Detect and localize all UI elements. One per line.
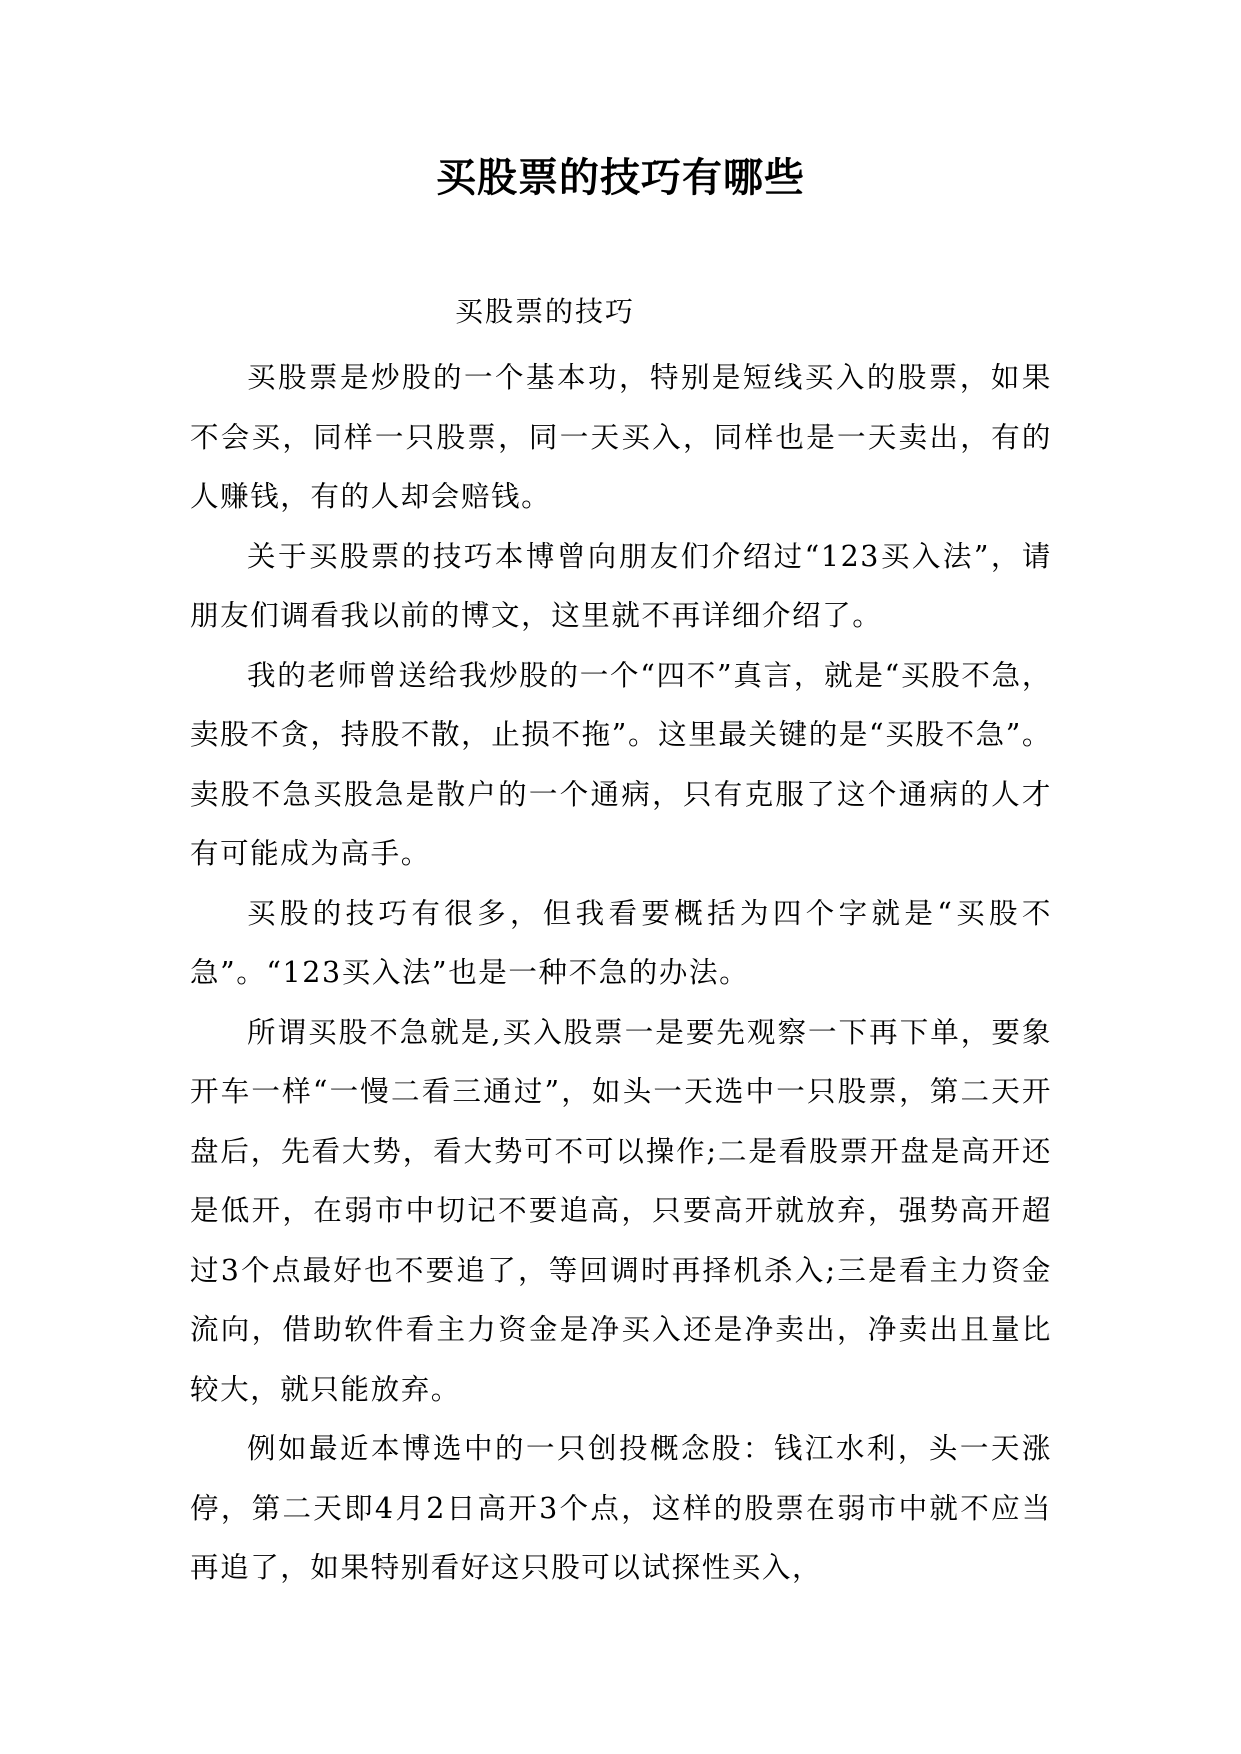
document-title: 买股票的技巧有哪些: [436, 155, 805, 201]
paragraph: 买股票是炒股的一个基本功，特别是短线买入的股票，如果不会买，同样一只股票，同一天买入，同样也是一天卖出，有的人赚钱，有的人却会赔钱。: [190, 361, 1052, 513]
paragraph: 买股的技巧有很多，但我看要概括为四个字就是“买股不急”。“123买入法”也是一种不急的办法。: [190, 896, 1052, 989]
paragraph: 我的老师曾送给我炒股的一个“四不”真言，就是“买股不急，卖股不贪，持股不散，止损不拖”。这里最关键的是“买股不急”。卖股不急买股急是散户的一个通病，只有克服了这个通病的人才有可能成为高手。: [190, 658, 1052, 870]
paragraph: 关于买股票的技巧本博曾向朋友们介绍过“123买入法”，请朋友们调看我以前的博文，这里就不再详细介绍了。: [190, 539, 1052, 632]
document-subtitle: 买股票的技巧: [455, 295, 636, 328]
paragraph: 所谓买股不急就是,买入股票一是要先观察一下再下单，要象开车一样“一慢二看三通过”，如头一天选中一只股票，第二天开盘后，先看大势，看大势可不可以操作;二是看股票开盘是高开还是低开，在弱市中切记不要追高，只要高开就放弃，强势高开超过3个点最好也不要追了，等回调时再择机杀入;三是看主力资金流向，借助软件看主力资金是净买入还是净卖出，净卖出且量比较大，就只能放弃。: [190, 1015, 1052, 1406]
paragraph: 例如最近本博选中的一只创投概念股：钱江水利，头一天涨停，第二天即4月2日高开3个点，这样的股票在弱市中就不应当再追了，如果特别看好这只股可以试探性买入，: [190, 1432, 1052, 1584]
document-body: [190, 348, 1052, 1598]
